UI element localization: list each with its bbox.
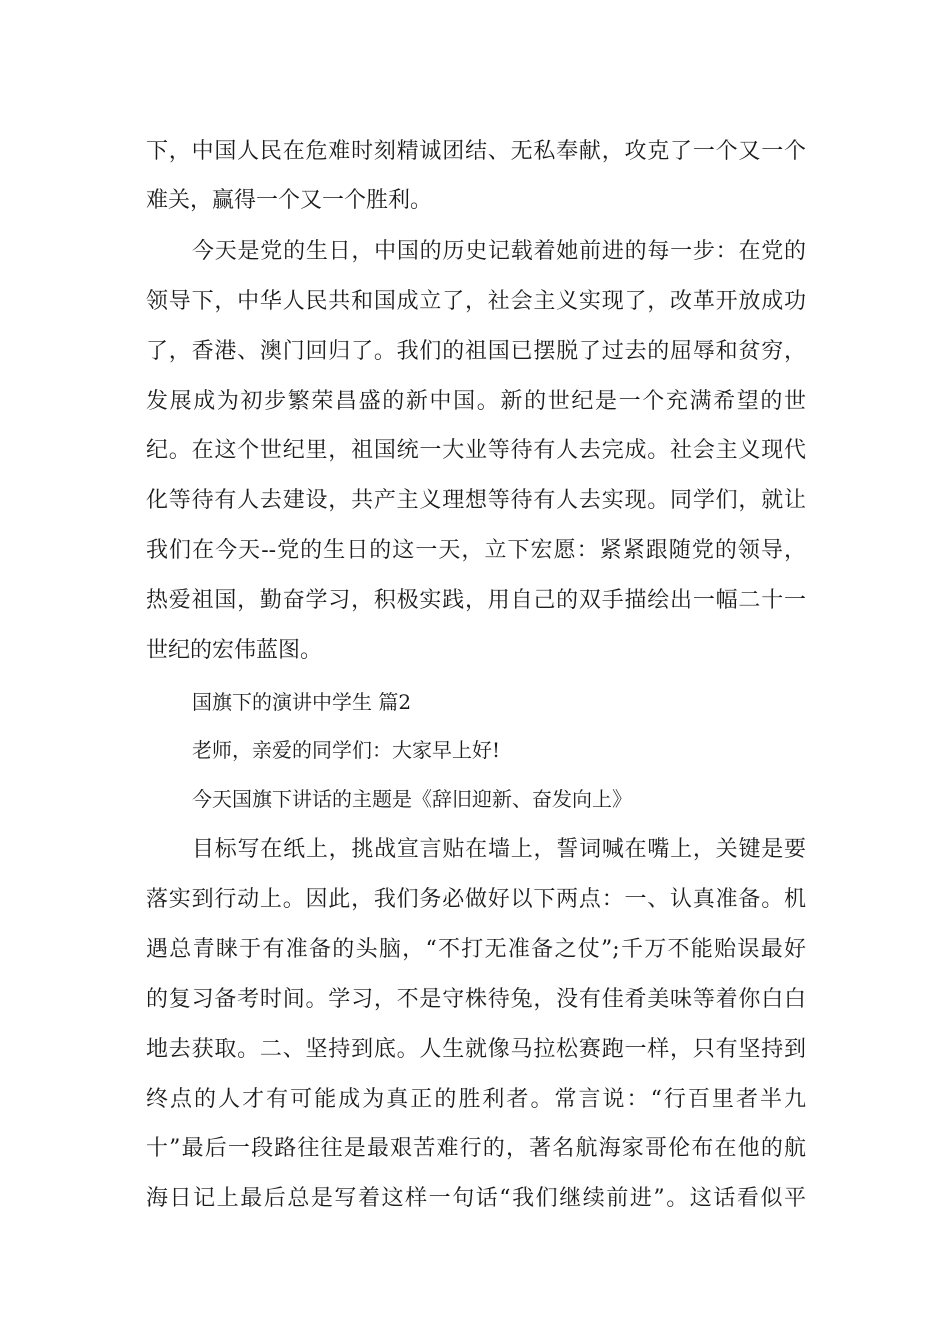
greeting-line: 老师，亲爱的同学们：大家早上好! [192,738,501,762]
paragraph-line: 目标写在纸上，挑战宣言贴在墙上，誓词喊在嘴上，关键是要 [192,837,806,862]
paragraph-line: 热爱祖国，勤奋学习，积极实践，用自己的双手描绘出一幅二十一 [146,588,806,613]
paragraph-line: 的复习备考时间。学习，不是守株待兔，没有佳肴美味等着你白白 [146,987,806,1012]
paragraph-line: 十”最后一段路往往是最艰苦难行的，著名航海家哥伦布在他的航 [146,1136,806,1161]
topic-line: 今天国旗下讲话的主题是《辞旧迎新、奋发向上》 [192,787,632,811]
paragraph-line: 化等待有人去建设，共产主义理想等待有人去实现。同学们，就让 [146,488,806,513]
paragraph-line: 我们在今天--党的生日的这一天，立下宏愿：紧紧跟随党的领导， [146,538,806,563]
paragraph-line: 今天是党的生日，中国的历史记载着她前进的每一步：在党的 [192,239,806,264]
paragraph-line: 海日记上最后总是写着这样一句话“我们继续前进”。这话看似平 [146,1186,806,1211]
paragraph-line: 地去获取。二、坚持到底。人生就像马拉松赛跑一样，只有坚持到 [146,1037,806,1062]
paragraph-line: 落实到行动上。因此，我们务必做好以下两点：一、认真准备。机 [146,887,806,912]
paragraph-line: 下，中国人民在危难时刻精诚团结、无私奉献，攻克了一个又一个 [146,139,806,164]
paragraph-line: 难关，赢得一个又一个胜利。 [146,188,433,213]
paragraph-line: 了，香港、澳门回归了。我们的祖国已摆脱了过去的屈辱和贫穷， [146,339,806,364]
paragraph-line: 纪。在这个世纪里，祖国统一大业等待有人去完成。社会主义现代 [146,438,806,463]
paragraph-line: 世纪的宏伟蓝图。 [146,638,323,663]
section-title: 国旗下的演讲中学生 篇2 [192,690,412,714]
paragraph-line: 领导下，中华人民共和国成立了，社会主义实现了，改革开放成功 [146,289,806,314]
paragraph-line: 发展成为初步繁荣昌盛的新中国。新的世纪是一个充满希望的世 [146,389,806,414]
paragraph-line: 终点的人才有可能成为真正的胜利者。常言说：“行百里者半九 [146,1087,806,1112]
paragraph-line: 遇总青睐于有准备的头脑，“不打无准备之仗”;千万不能贻误最好 [146,937,806,962]
